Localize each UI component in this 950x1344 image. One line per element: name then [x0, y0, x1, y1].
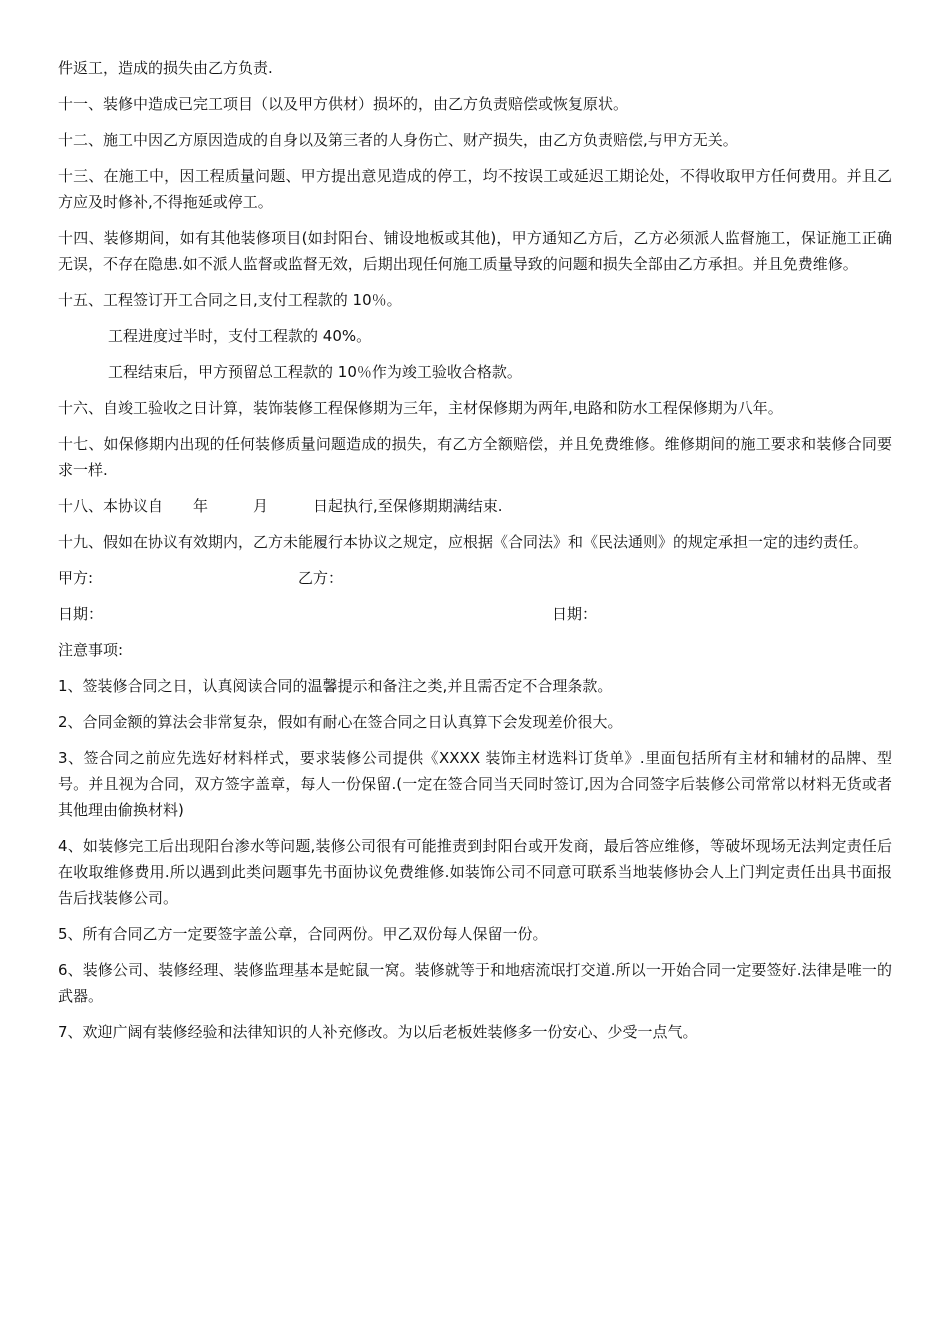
clause-14: 十四、装修期间，如有其他装修项目(如封阳台、铺设地板或其他)，甲方通知乙方后，乙方必须派人监督施工，保证施工正确无误，不存在隐患.如不派人监督或监督无效，后期出现任何施工质量导致的问题和损失全部由乙方承担。并且免费维修。: [58, 229, 892, 273]
note-item: 7、欢迎广阔有装修经验和法律知识的人补充修改。为以后老板姓装修多一份安心、少受一点气。: [58, 1023, 698, 1041]
clause-19: 十九、假如在协议有效期内，乙方未能履行本协议之规定，应根据《合同法》和《民法通则》的规定承担一定的违约责任。: [58, 533, 869, 551]
payment-line-completion: 工程结束后，甲方预留总工程款的 10％作为竣工验收合格款。: [108, 363, 522, 381]
clause-15: 十五、工程签订开工合同之日,支付工程款的 10％。: [58, 291, 402, 309]
clause-17: 十七、如保修期内出现的任何装修质量问题造成的损失，有乙方全额赔偿，并且免费维修。维修期间的施工要求和装修合同要求一样.: [58, 435, 892, 479]
clause-continuation: 件返工，造成的损失由乙方负责.: [58, 59, 273, 77]
party-a-label: 甲方:: [58, 569, 94, 587]
date-row: [58, 601, 892, 627]
note-item: 5、所有合同乙方一定要签字盖公章，合同两份。甲乙双份每人保留一份。: [58, 925, 548, 943]
signature-row: [58, 565, 892, 591]
note-item: 6、装修公司、装修经理、装修监理基本是蛇鼠一窝。装修就等于和地痞流氓打交道.所以一开始合同一定要签好.法律是唯一的武器。: [58, 961, 892, 1005]
document-page: [58, 55, 892, 1055]
note-item: 2、合同金额的算法会非常复杂，假如有耐心在签合同之日认真算下会发现差价很大。: [58, 713, 623, 731]
party-b-label: 乙方：: [298, 569, 344, 587]
clause-11: 十一、装修中造成已完工项目（以及甲方供材）损坏的，由乙方负责赔偿或恢复原状。: [58, 95, 629, 113]
clause-16: 十六、自竣工验收之日计算，装饰装修工程保修期为三年，主材保修期为两年,电路和防水工程保修期为八年。: [58, 399, 783, 417]
note-item: 3、签合同之前应先选好材料样式，要求装修公司提供《XXXX 装饰主材选料订货单》.里面包括所有主材和辅材的品牌、型号。并且视为合同，双方签字盖章，每人一份保留.(一定在签合同当天同时签订,因为合同签字后装修公司常常以材料无货或者其他理由偷换材料): [58, 749, 892, 819]
date-a-label: 日期：: [58, 605, 104, 623]
payment-line-progress: 工程进度过半时，支付工程款的 40%。: [108, 327, 372, 345]
clause-12: 十二、施工中因乙方原因造成的自身以及第三者的人身伤亡、财产损失，由乙方负责赔偿,与甲方无关。: [58, 131, 738, 149]
note-item: 1、签装修合同之日，认真阅读合同的温馨提示和备注之类,并且需否定不合理条款。: [58, 677, 613, 695]
clause-18: 十八、本协议自 年 月 日起执行,至保修期期满结束.: [58, 497, 503, 515]
clause-13: 十三、在施工中，因工程质量问题、甲方提出意见造成的停工，均不按误工或延迟工期论处，不得收取甲方任何费用。并且乙方应及时修补,不得拖延或停工。: [58, 167, 892, 211]
note-item: 4、如装修完工后出现阳台渗水等问题,装修公司很有可能推责到封阳台或开发商，最后答应维修，等破坏现场无法判定责任后在收取维修费用.所以遇到此类问题事先书面协议免费维修.如装饰公司不同意可联系当地装修协会人上门判定责任出具书面报告后找装修公司。: [58, 837, 892, 907]
date-b-label: 日期：: [552, 605, 598, 623]
notes-title: 注意事项:: [58, 641, 124, 659]
